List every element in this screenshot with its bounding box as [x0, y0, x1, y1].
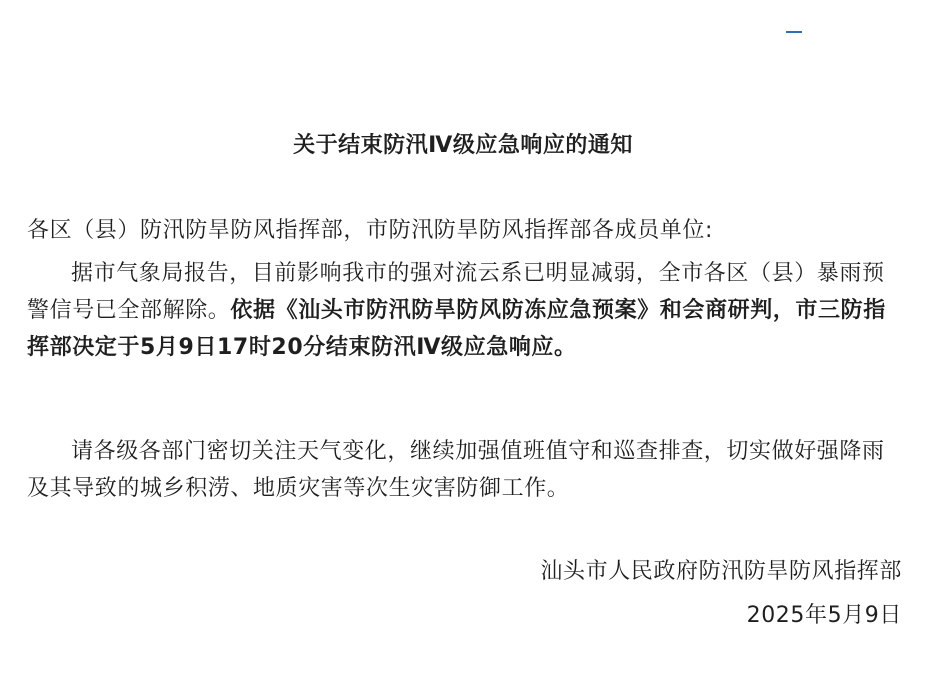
signature-organization: 汕头市人民政府防汛防旱防风指挥部	[540, 559, 902, 584]
top-accent-mark	[786, 31, 802, 33]
notice-paragraph-1	[27, 255, 903, 366]
notice-title: 关于结束防汛Ⅳ级应急响应的通知	[293, 133, 633, 158]
notice-paragraph-2: 请各级各部门密切关注天气变化，继续加强值班值守和巡查排查，切实做好强降雨及其导致的城乡积涝、地质灾害等次生灾害防御工作。	[27, 439, 885, 501]
signature-date: 2025年5月9日	[746, 603, 902, 628]
paragraph-1-normal-text: 据市气象局报告，目前影响我市的强对流云系已明显减弱，全市各区（县）暴雨预警信号已全部解除。	[27, 261, 885, 323]
paragraph-1-bold-text: 依据《汕头市防汛防旱防风防冻应急预案》和会商研判，市三防指挥部决定于5月9日17时20分结束防汛Ⅳ级应急响应。	[27, 298, 886, 360]
notice-salutation: 各区（县）防汛防旱防风指挥部，市防汛防旱防风指挥部各成员单位:	[27, 218, 714, 243]
